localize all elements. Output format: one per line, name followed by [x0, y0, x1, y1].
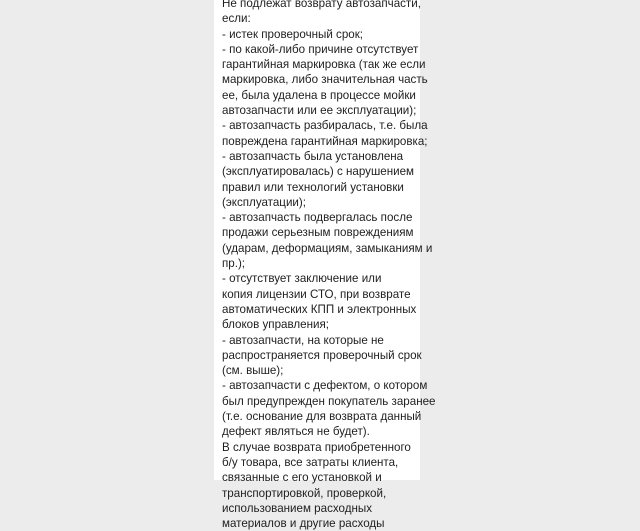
text-line-1: Не подлежат возврату автозапчасти,: [222, 0, 421, 10]
text-line-21: автоматических КПП и электронных: [222, 302, 417, 316]
text-line-28: (т.е. основание для возврата данный: [222, 410, 422, 424]
text-line-6: маркировка, либо значительная часть: [222, 73, 428, 87]
text-line-27: был предупрежден покупатель заранее: [222, 394, 436, 408]
text-line-4: - по какой-либо причине отсутствует: [222, 42, 419, 56]
text-line-25: (см. выше);: [222, 364, 284, 378]
text-line-17: (ударам, деформациям, замыканиям и: [222, 241, 433, 255]
text-line-22: блоков управления;: [222, 318, 329, 332]
text-line-31: б/у товара, все затраты клиента,: [222, 455, 399, 469]
text-line-11: - автозапчасть была установлена: [222, 149, 404, 163]
text-line-5: гарантийная маркировка (так же если: [222, 58, 426, 72]
text-line-29: дефект являться не будет).: [222, 425, 370, 439]
text-line-15: - автозапчасть подвергалась после: [222, 211, 413, 225]
text-line-19: - отсутствует заключение или: [222, 272, 382, 286]
text-line-32: связанные с его установкой и: [222, 471, 382, 485]
text-line-10: повреждена гарантийная маркировка;: [222, 134, 428, 148]
text-line-23: - автозапчасти, на которые не: [222, 333, 384, 347]
text-line-13: правил или технологий установки: [222, 180, 404, 194]
text-line-18: пр.);: [222, 257, 246, 271]
text-line-24: распространяется проверочный срок: [222, 348, 422, 362]
text-line-12: (эксплуатировалась) с нарушением: [222, 165, 414, 179]
text-line-14: (эксплуатации);: [222, 195, 306, 209]
text-line-35: материалов и другие расходы: [222, 517, 385, 531]
document-text: [222, 0, 436, 531]
text-line-26: - автозапчасти с дефектом, о котором: [222, 379, 428, 393]
text-line-8: автозапчасти или ее эксплуатации);: [222, 104, 417, 118]
text-line-34: использованием расходных: [222, 501, 373, 515]
text-line-2: если:: [222, 12, 251, 26]
text-line-16: продажи серьезным повреждениям: [222, 226, 414, 240]
text-line-3: - истек проверочный срок;: [222, 27, 364, 41]
text-line-9: - автозапчасть разбиралась, т.е. была: [222, 119, 428, 133]
text-line-20: копия лицензии СТО, при возврате: [222, 287, 411, 301]
text-line-33: транспортировкой, проверкой,: [222, 486, 387, 500]
text-line-7: ее, была удалена в процессе мойки: [222, 88, 416, 102]
text-line-30: В случае возврата приобретенного: [222, 440, 411, 454]
